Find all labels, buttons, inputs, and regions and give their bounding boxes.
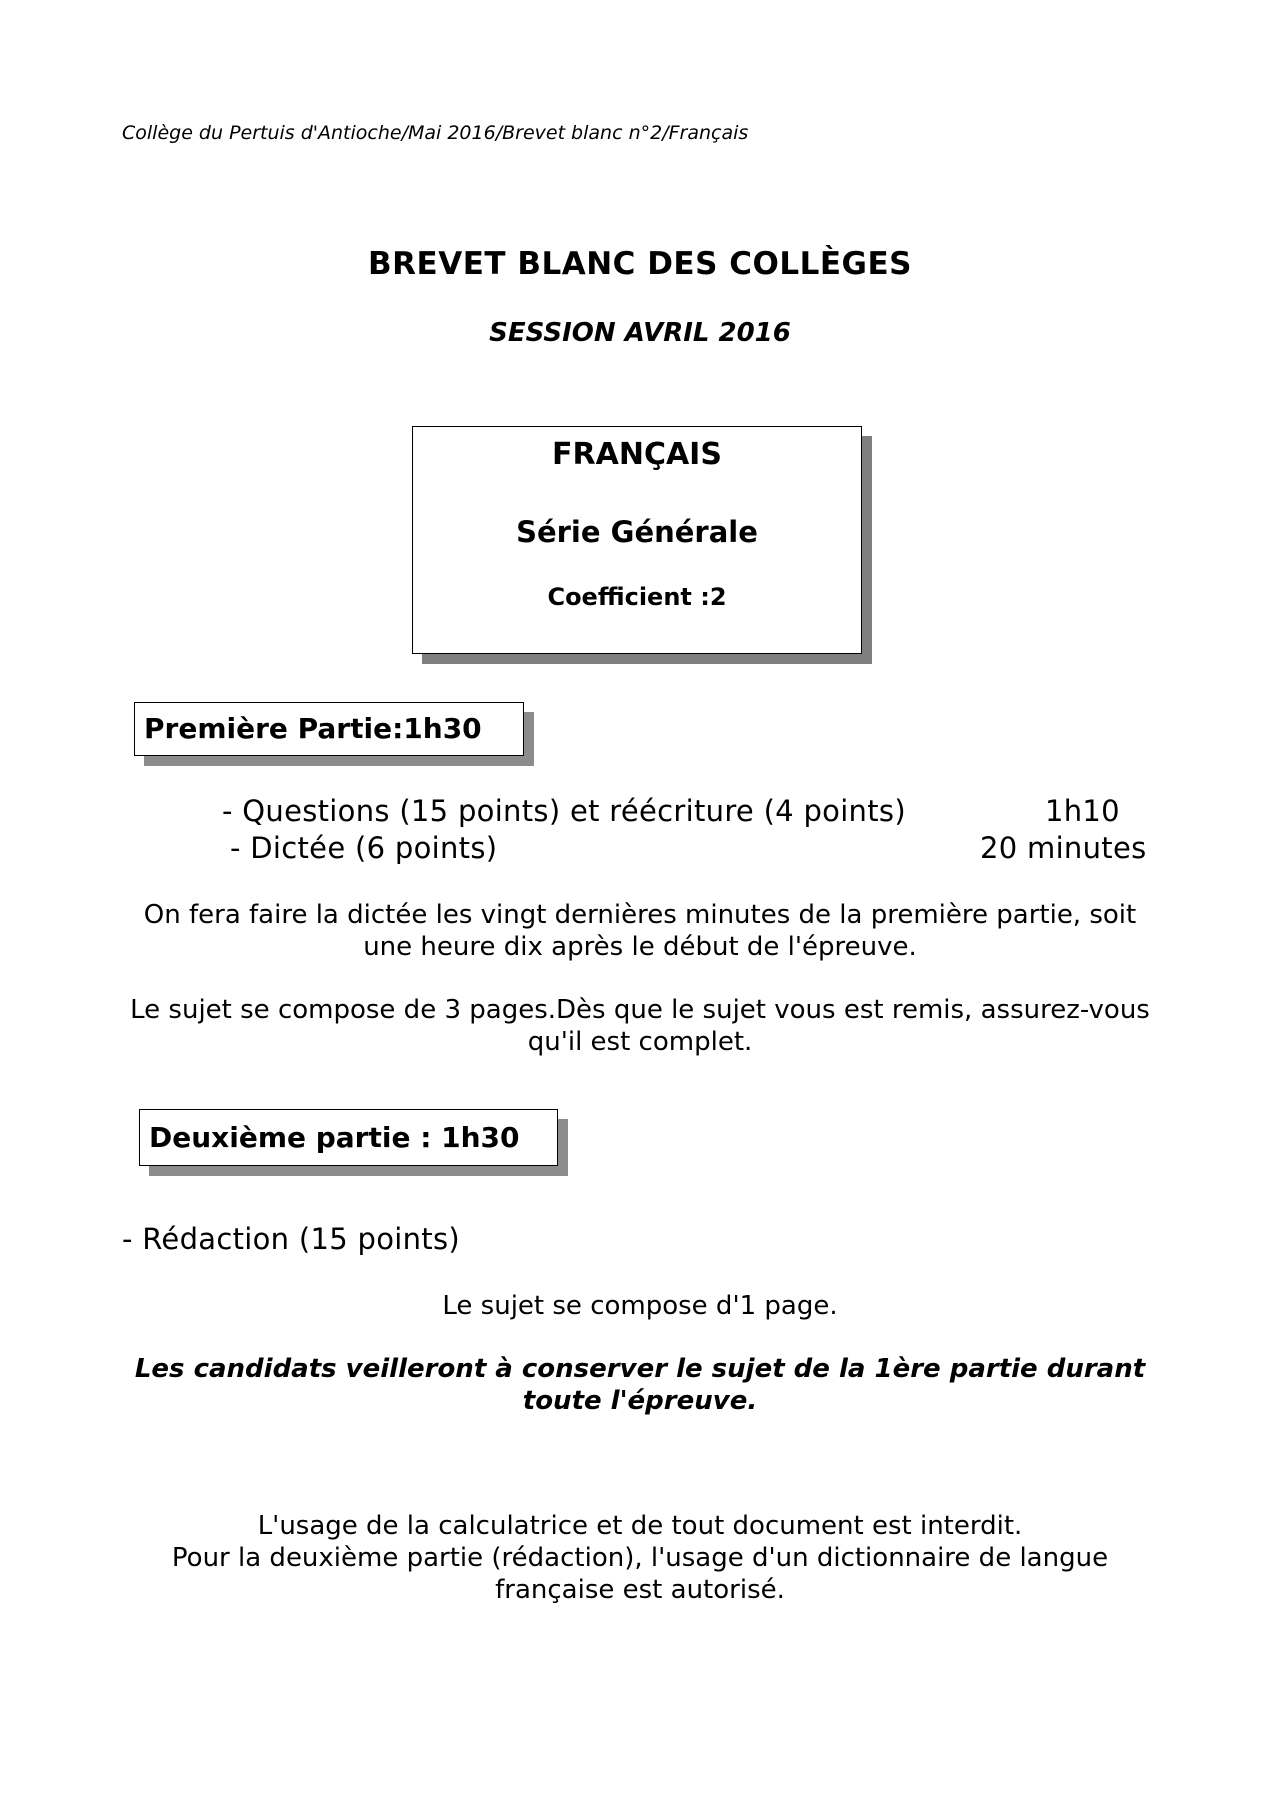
- part2-pages-note: Le sujet se compose d'1 page.: [442, 1291, 838, 1321]
- pages-note: [0, 994, 1280, 1058]
- pages-note-line1: Le sujet se compose de 3 pages.Dès que le sujet vous est remis, assurez-vous: [130, 995, 1150, 1025]
- subject-box: [412, 426, 862, 654]
- part1-heading: Première Partie:1h30: [134, 702, 524, 756]
- part1-item-questions: - Questions (15 points) et réécriture (4 points): [222, 794, 906, 828]
- dictation-note-line2: une heure dix après le début de l'épreuve.: [363, 932, 917, 962]
- part1-item-questions-time: 1h10: [1045, 794, 1120, 828]
- session-subtitle: SESSION AVRIL 2016: [489, 318, 791, 348]
- rules-line2: Pour la deuxième partie (rédaction), l'usage d'un dictionnaire de langue: [171, 1543, 1109, 1573]
- keep-subject-line2: toute l'épreuve.: [522, 1386, 758, 1416]
- dictation-note-line1: On fera faire la dictée les vingt dernières minutes de la première partie, soit: [143, 900, 1137, 930]
- keep-subject-line1: Les candidats veilleront à conserver le sujet de la 1ère partie durant: [134, 1354, 1146, 1384]
- part2-heading: Deuxième partie : 1h30: [139, 1109, 558, 1166]
- subject-name: FRANÇAIS: [552, 437, 722, 472]
- part2-item-redaction: - Rédaction (15 points): [122, 1222, 460, 1256]
- keep-subject-note: [0, 1353, 1280, 1417]
- dictation-note: [0, 899, 1280, 963]
- subject-coefficient: Coefficient :2: [547, 583, 727, 611]
- rules-line3: française est autorisé.: [495, 1575, 785, 1605]
- document-header: Collège du Pertuis d'Antioche/Mai 2016/Brevet blanc n°2/Français: [122, 122, 749, 144]
- part1-item-dictee: - Dictée (6 points): [230, 831, 498, 865]
- pages-note-line2: qu'il est complet.: [527, 1027, 753, 1057]
- subject-serie: Série Générale: [516, 515, 758, 549]
- main-title: BREVET BLANC DES COLLÈGES: [368, 246, 912, 282]
- rules-note: [0, 1510, 1280, 1606]
- part1-item-dictee-time: 20 minutes: [980, 831, 1147, 865]
- rules-line1: L'usage de la calculatrice et de tout document est interdit.: [257, 1511, 1023, 1541]
